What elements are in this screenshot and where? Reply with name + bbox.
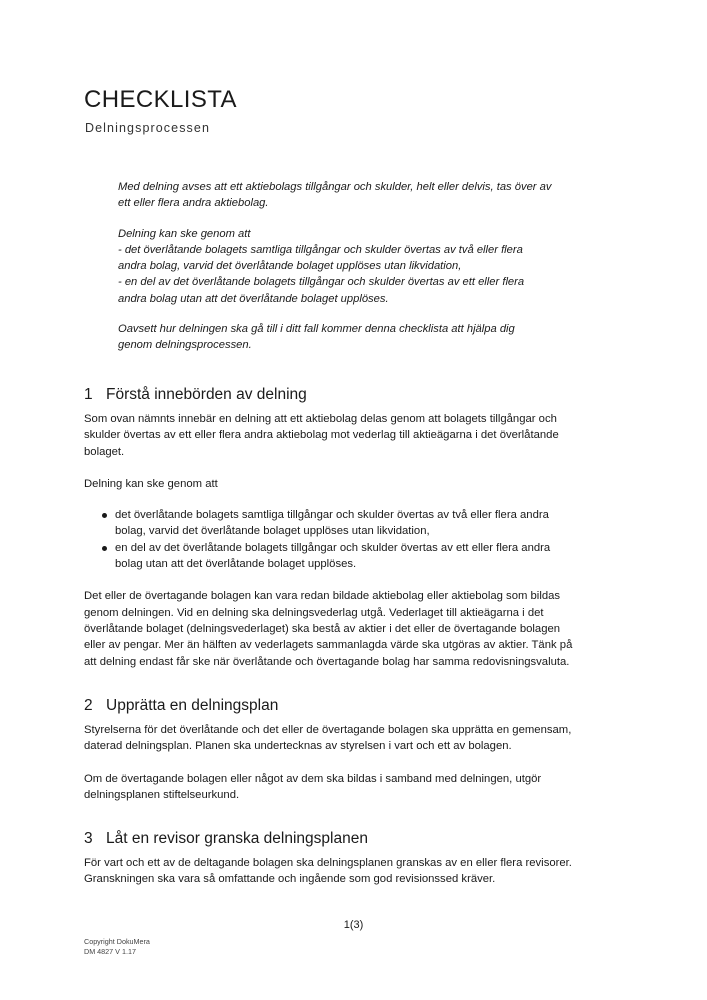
text-line: en del av det överlåtande bolagets tillgångar och skulder övertas av ett eller flera andra: [115, 541, 551, 554]
list-item: [84, 540, 624, 573]
section-heading: [84, 697, 278, 715]
intro-paragraph: [118, 226, 598, 307]
paragraph: [84, 411, 624, 460]
section-number: 2: [84, 697, 93, 714]
document-subtitle: Delningsprocessen: [85, 121, 211, 135]
list-item: [84, 507, 624, 540]
text-line: överlåtande bolaget (delningsvederlaget) ska bestå av aktier i det eller de övertagande bolagen: [84, 622, 561, 635]
section-number: 3: [84, 830, 93, 847]
text-line: andra bolag, varvid det överlåtande bolaget upplöses utan likvidation,: [118, 260, 462, 273]
section-heading: [84, 386, 307, 404]
text-line: andra bolag utan att det överlåtande bolaget upplöses.: [118, 292, 389, 305]
bullet-icon: [102, 546, 107, 551]
text-line: genom delningen. Vid en delning ska delningsvederlag utgå. Vederlaget till aktieägarna i det: [84, 606, 544, 619]
section-heading: [84, 830, 368, 848]
paragraph: [84, 771, 624, 804]
bullet-icon: [102, 513, 107, 518]
intro-block: [118, 179, 598, 354]
text-line: Det eller de övertagande bolagen kan vara redan bildade aktiebolag eller aktiebolag som bildas: [84, 590, 561, 603]
paragraph: Delning kan ske genom att: [84, 477, 218, 490]
bullet-list: [84, 507, 624, 572]
text-line: Styrelserna för det överlåtande och det eller de övertagande bolagen ska upprätta en gemensam,: [84, 724, 572, 736]
copyright-text: Copyright DokuMera: [84, 937, 150, 946]
section-body: [84, 722, 624, 803]
text-line: Oavsett hur delningen ska gå till i ditt fall kommer denna checklista att hjälpa dig: [118, 323, 515, 336]
text-line: Om de övertagande bolagen eller något av dem ska bildas i samband med delningen, utgör: [84, 772, 542, 785]
text-line: daterad delningsplan. Planen ska undertecknas av styrelsen i vart och ett av bolagen.: [84, 740, 512, 753]
document-title: CHECKLISTA: [84, 86, 237, 113]
text-line: bolag, varvid det överlåtande bolaget upplöses utan likvidation,: [115, 525, 430, 538]
page-number: 1(3): [343, 919, 364, 931]
section-title: Upprätta en delningsplan: [106, 697, 279, 714]
text-line: eller av pengar. Mer än hälften av vederlagets sammanlagda värde ska utgöras av aktier. Tänk på: [84, 639, 573, 652]
text-line: skulder övertas av ett eller flera andra aktiebolag mot vederlag till aktieägarna i det överlåtande: [84, 429, 559, 442]
text-line: Delning kan ske genom att: [118, 227, 251, 240]
text-line: - det överlåtande bolagets samtliga tillgångar och skulder övertas av två eller flera: [118, 243, 523, 256]
footer: [84, 937, 150, 957]
text-line: - en del av det överlåtande bolagets tillgångar och skulder övertas av ett eller flera: [118, 276, 525, 289]
text-line: ett eller flera andra aktiebolag.: [118, 197, 269, 210]
document-id: DM 4827 V 1.17: [84, 947, 136, 956]
section-title: Låt en revisor granska delningsplanen: [106, 830, 368, 847]
text-line: det överlåtande bolagets samtliga tillgångar och skulder övertas av två eller flera andra: [115, 509, 549, 522]
section-body: [84, 411, 624, 670]
text-line: att delning endast får ske när överlåtande och övertagande bolag har samma redovisningsvaluta.: [84, 655, 570, 668]
section-body: [84, 855, 624, 888]
paragraph: [84, 722, 624, 755]
text-line: bolaget.: [84, 445, 125, 458]
section-title: Förstå innebörden av delning: [106, 386, 307, 403]
text-line: bolag utan att det överlåtande bolaget upplöses.: [115, 558, 357, 571]
text-line: För vart och ett av de deltagande bolagen ska delningsplanen granskas av en eller flera revisorer.: [84, 857, 572, 869]
paragraph: [84, 855, 624, 888]
text-line: Med delning avses att ett aktiebolags tillgångar och skulder, helt eller delvis, tas över av: [118, 181, 552, 193]
section-number: 1: [84, 386, 93, 403]
intro-paragraph: [118, 179, 598, 212]
intro-paragraph: [118, 321, 598, 354]
text-line: Granskningen ska vara så omfattande och ingående som god revisionssed kräver.: [84, 873, 496, 886]
text-line: delningsplanen stiftelseurkund.: [84, 788, 240, 801]
text-line: genom delningsprocessen.: [118, 339, 252, 352]
paragraph: [84, 588, 624, 669]
text-line: Som ovan nämnts innebär en delning att ett aktiebolag delas genom att bolagets tillgångar och: [84, 413, 557, 425]
